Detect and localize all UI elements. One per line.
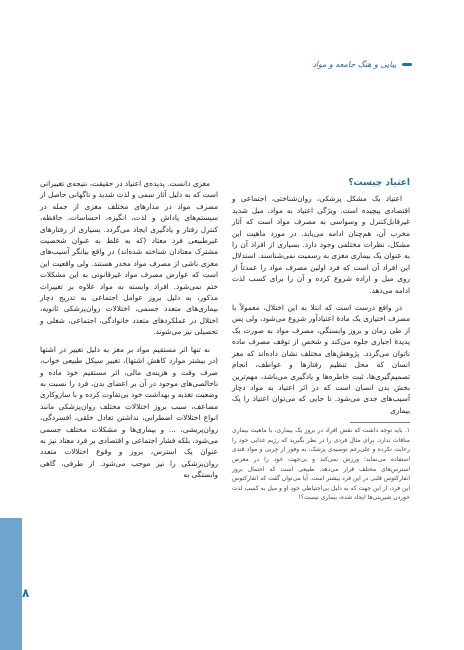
header-logo: [312, 60, 412, 69]
section-title: اعتیاد چیست؟: [348, 178, 410, 188]
logo-mark-icon: [402, 63, 412, 66]
side-color-bar: [0, 518, 22, 650]
paragraph: مغزی دانست. پدیده‌ی اعتیاد در حقیقت، نتیجه‌ی تغییراتی است که به دلیل آثار سمی و لذت شدید و ناگهانی حاصل از مصرف مواد در مدارهای مختلف مغزی از جمله در سیستم‌های پاداش و لذت، انگیزه، احساسات، حافظه، کنترل رفتار و یادگیری ایجاد می‌گردد. بسیاری از رفتارهای غیرطبیعی فرد معتاد (که به غلط به عنوان شخصیت مشترک معتادان شناخته شده‌اند) در واقع بیانگر آسیب‌های مغزی ناشی از مصرف مواد مخدر هستند. ولی واقعیت این است که عوارض مصرف مواد غیرقانونی به این مشکلات ختم نمی‌شود. افراد وابسته به مواد علاوه بر تغییرات مذکور، به دلیل بروز عوامل اجتماعی به تدریج دچار بیماری‌های متعدد جسمی، اختلالات روان‌پزشکی ثانویه، اختلال در عملکردهای متعدد خانوادگی، اجتماعی، شغلی و تحصیلی نیز می‌شوند.: [40, 179, 218, 337]
paragraph: نه تنها اثر مستقیم مواد بر مغز به دلیل تغییر در اشتها (در بیشتر موارد کاهش اشتها)، تغییر سیکل طبیعی خواب، صرف وقت و هزینه‌ی مالی، اثر مستقیم خود ماده و ناخالصی‌های موجود در آن بر اعضای بدن، فرد را نسبت به وضعیت تغذیه و بهداشت خود بی‌تفاوت کرده و با سازوکاری مضاعف، سبب بروز اختلالات مختلف روان‌پزشکی مانند انواع اختلالات اضطرابی، نداشتن تعادل خلقی، افسردگی، روان‌پریشی، ... و بیماری‌ها و مشکلات مختلف جسمی می‌شود، بلکه فشار اجتماعی و اقتصادی بر فرد معتاد نیز به عنوان یک استرس، بروز و وقوع اختلالات متعدد روان‌پزشکی را نیز موجب می‌شود. از طرفی، گاهی وابستگی به: [40, 344, 218, 480]
paragraph: در واقع درست است که ابتلا به این اختلال، معمولاً با مصرف اختیاری یک مادهٔ اعتیادآور شروع می‌شود، ولی پس از طی زمان و بروز وابستگی، مصرف مواد به صورت یک پدیدهٔ اجباری جلوه می‌کند و شخص از توقف مصرف ماده ناتوان می‌گردد. پژوهش‌های مختلف نشان داده‌اند که مغز انسان که محل تنظیم رفتارها و عواطف، انجام تصمیم‌گیری‌ها، ثبت خاطره‌ها و یادگیری می‌باشد، مهم‌ترین بخش بدن انسان است که در اثر اعتیاد به مواد دچار آسیب‌های جدی می‌شود. تا جایی که می‌توان اعتیاد را یک بیماری: [232, 303, 410, 415]
right-column: [232, 178, 410, 509]
footnote: ۱. باید توجه داشت که نقش افراد در بروز یک بیماری، با ماهیت بیماری منافات ندارد. برای مثال فردی را در نظر بگیرید که رژیم غذایی خود را رعایت نکرده و علی‌رغم توصیه‌ی پزشک، به وفور از چربی و مواد قندی استفاده می‌نماید؛ ورزش نمی‌کند و بی‌جهت خود را در معرض استرس‌های مختلف قرار می‌دهد. طبیعی است که احتمال بروز انفارکتوس قلبی در این فرد بیشتر است. آیا می‌توان گفت که انفارکتوس این فرد، از این جهت که به دلیل بی‌احتیاطی خود او و میل به کسب لذت خوردن شیرینی‌ها ایجاد شده، بیماری نیست؟!: [232, 427, 410, 502]
left-column: [40, 178, 218, 487]
page-number: ۸: [22, 586, 30, 600]
header-logo-text: پیاپی و هنگ جامعه و مواد: [312, 60, 397, 69]
footnote-divider: [350, 422, 410, 423]
paragraph: اعتیاد یک مشکل پزشکی، روان‌شناختی، اجتماعی و اقتصادی پیچیده است. ویژگی اعتیاد به مواد، میل شدید غیرقابل‌کنترل و وسواسی به مصرف مواد است که آثار مخرب آن، هم‌چنان ادامه می‌یابد. در مورد ماهیت این مشکل، نظرات مختلفی وجود دارد. بسیاری از افراد آن را به عنوان یک بیماری مغزی به رسمیت نمی‌شناسند. استدلال این افراد آن است که فرد اولین مصرف مواد را عمدتاً از روی میل و اراده شروع کرده و آن را برای کسب لذت ادامه می‌دهد.: [232, 194, 410, 295]
